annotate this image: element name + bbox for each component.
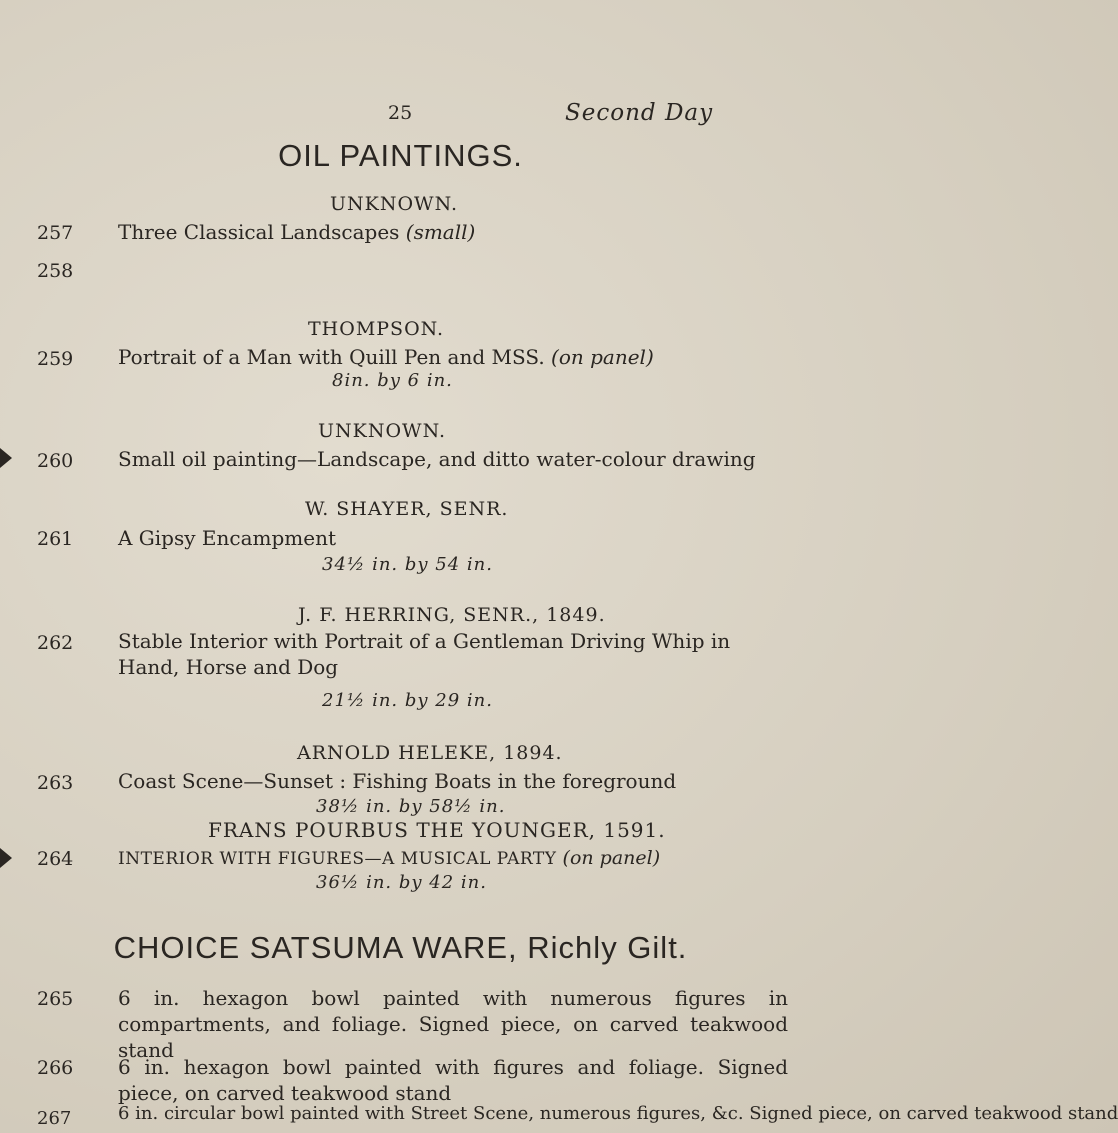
lot-number: 264 [37, 848, 74, 870]
lot-number: 266 [37, 1057, 74, 1079]
lot-number: 261 [37, 528, 74, 550]
lot-dimensions: 8in. by 6 in. [332, 370, 453, 391]
lot-description: A Gipsy Encampment [118, 526, 336, 550]
lot-number: 265 [37, 988, 74, 1010]
lot-description: 6 in. circular bowl painted with Street Scene, numerous figures, &c. Signed piece, on carved teakwood stand [118, 1103, 1118, 1124]
lot-number: 263 [37, 772, 74, 794]
artist-name: UNKNOWN. [318, 420, 447, 442]
page-number: 25 [388, 102, 413, 124]
lot-dimensions: 36½ in. by 42 in. [316, 872, 487, 893]
lot-description: Portrait of a Man with Quill Pen and MSS. (on panel) [118, 345, 654, 369]
margin-arrow-icon [0, 848, 12, 868]
lot-dimensions: 34½ in. by 54 in. [322, 554, 493, 575]
artist-name: UNKNOWN. [330, 193, 459, 215]
section-title-oil-paintings: OIL PAINTINGS. [278, 138, 523, 173]
lot-number: 257 [37, 222, 74, 244]
lot-number: 267 [37, 1108, 72, 1129]
lot-description: Small oil painting—Landscape, and ditto water-colour drawing [118, 447, 756, 471]
lot-number: 259 [37, 348, 74, 370]
margin-arrow-icon [0, 448, 12, 468]
lot-dimensions: 38½ in. by 58½ in. [316, 796, 506, 817]
lot-dimensions: 21½ in. by 29 in. [322, 690, 493, 711]
lot-description: INTERIOR WITH FIGURES—A MUSICAL PARTY (on panel) [118, 847, 661, 869]
artist-name: ARNOLD HELEKE, 1894. [297, 742, 563, 764]
lot-description: Stable Interior with Portrait of a Gentleman Driving Whip in Hand, Horse and Dog [118, 629, 731, 679]
running-header-day: Second Day [565, 100, 714, 126]
lot-description: 6 in. hexagon bowl painted with numerous figures in compartments, and foliage. Signed piece, on carved teakwood stand [118, 986, 788, 1062]
lot-description: Coast Scene—Sunset : Fishing Boats in the foreground [118, 769, 677, 793]
artist-name: FRANS POURBUS THE YOUNGER, 1591. [208, 818, 666, 842]
artist-name: THOMPSON. [308, 318, 445, 340]
lot-description: Three Classical Landscapes (small) [118, 220, 476, 244]
lot-number: 262 [37, 632, 74, 654]
lot-description: 6 in. hexagon bowl painted with figures and foliage. Signed piece, on carved teakwood stand [118, 1055, 788, 1105]
artist-name: W. SHAYER, SENR. [305, 498, 509, 520]
lot-number: 258 [37, 260, 74, 282]
lot-number: 260 [37, 450, 74, 472]
artist-name: J. F. HERRING, SENR., 1849. [298, 604, 606, 626]
section-title-satsuma-ware: CHOICE SATSUMA WARE, Richly Gilt. [113, 930, 688, 965]
